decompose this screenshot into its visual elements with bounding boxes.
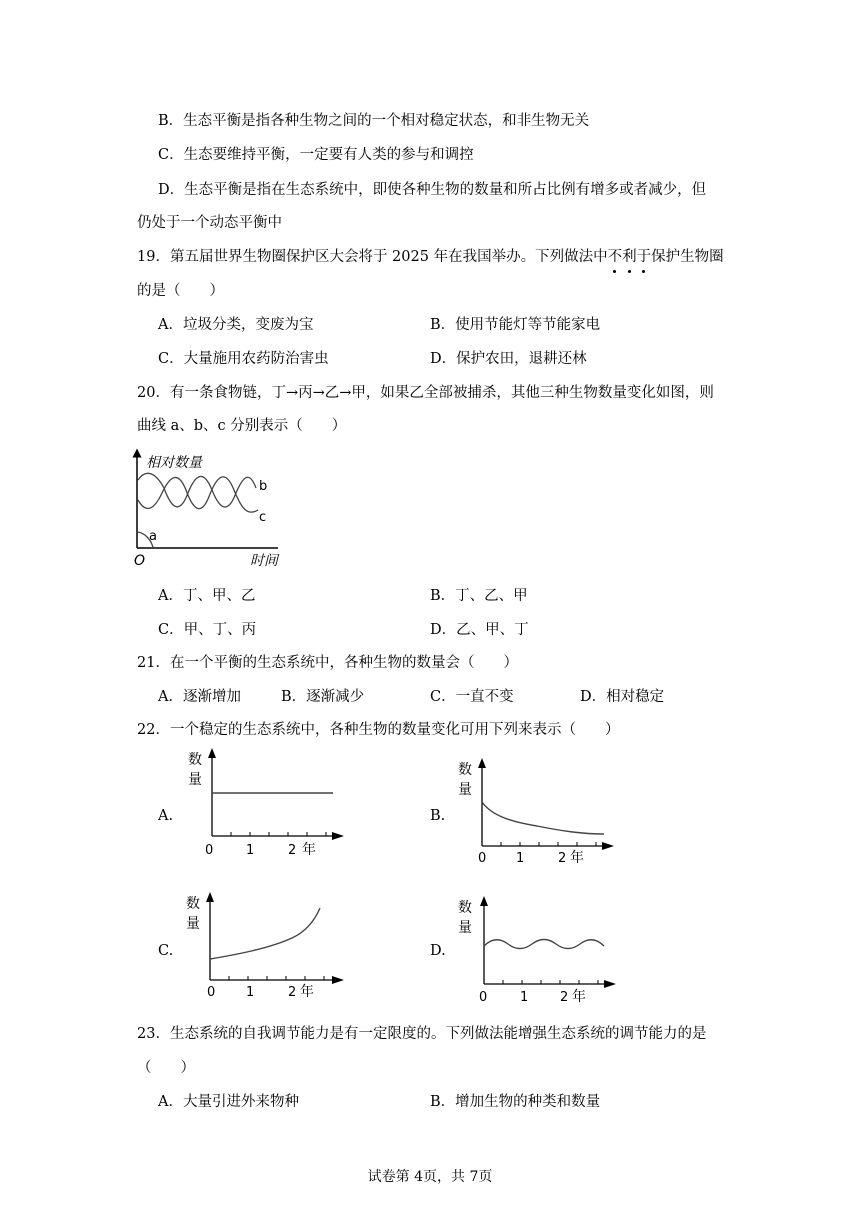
q19-option-a: A．垃圾分类，变废为宝 <box>158 317 314 333</box>
q20-origin: O <box>134 553 146 569</box>
q22-graph-c-xunit: 年 <box>300 984 314 1000</box>
q22-graph-c-tick: 0 <box>207 985 216 1000</box>
q23-option-b: B．增加生物的种类和数量 <box>430 1094 601 1110</box>
q19-stem-line-1 <box>137 247 724 267</box>
q22-graph-d-tick: 1 <box>520 990 529 1005</box>
q22-option-d-label: D. <box>430 943 446 959</box>
q22-graph-a-tick: 2 <box>288 843 297 858</box>
q22-graph-b-tick: 1 <box>516 851 525 866</box>
q22-graph-d-ylabel: 量 <box>458 920 472 936</box>
q21-stem: 21．在一个平衡的生态系统中，各种生物的数量会（ ） <box>137 655 518 671</box>
q22-graph-b-ylabel: 量 <box>458 782 472 798</box>
q20-option-b: B．丁、乙、甲 <box>430 588 528 604</box>
q22-graph-d <box>452 892 622 1007</box>
q20-xlabel: 时间 <box>250 553 278 569</box>
q22-graph-a-ylabel: 数 <box>188 752 202 768</box>
q22-graph-b-curve <box>482 802 604 834</box>
q22-option-c-label: C. <box>158 943 174 959</box>
q22-graph-c-tick: 2 <box>288 985 297 1000</box>
page-footer: 试卷第 4页，共 7页 <box>367 1169 493 1185</box>
q19-stem-pre: 19．第五届世界生物圈保护区大会将于 2025 年在我国举办。下列做法中 <box>137 249 608 265</box>
q20-stem-line-1: 20．有一条食物链，丁→丙→乙→甲，如果乙全部被捕杀，其他三种生物数量变化如图，则 <box>137 385 714 401</box>
q21-option-a: A．逐渐增加 <box>158 689 241 705</box>
q23-option-a: A．大量引进外来物种 <box>158 1094 299 1110</box>
q22-graph-a-tick: 0 <box>205 843 214 858</box>
q22-graph-d-curve <box>484 940 604 949</box>
q22-graph-b-tick: 2 <box>558 851 567 866</box>
q22-graph-a-xunit: 年 <box>302 842 316 858</box>
q20-population-graph <box>128 448 288 570</box>
q20-option-c: C．甲、丁、丙 <box>158 622 257 638</box>
q22-graph-c-curve <box>210 908 320 959</box>
q20-label-a: a <box>149 529 157 544</box>
q22-graph-a <box>180 744 350 859</box>
q22-graph-d-xunit: 年 <box>572 989 586 1005</box>
q22-graph-a-tick: 1 <box>246 843 255 858</box>
q21-option-c: C．一直不变 <box>430 689 514 705</box>
q22-graph-c-ylabel: 数 <box>186 896 200 912</box>
q18-option-c: C．生态要维持平衡，一定要有人类的参与和调控 <box>158 147 474 163</box>
q20-label-b: b <box>259 479 268 494</box>
q19-option-c: C．大量施用农药防治害虫 <box>158 351 329 367</box>
q18-option-b: B．生态平衡是指各种生物之间的一个相对稳定状态，和非生物无关 <box>158 113 590 129</box>
q22-option-b-label: B. <box>430 808 446 824</box>
q21-option-b: B．逐渐减少 <box>281 689 365 705</box>
q19-option-b: B．使用节能灯等节能家电 <box>430 317 601 333</box>
q22-graph-b-xunit: 年 <box>570 850 584 866</box>
q19-emphasis-char: 于 <box>636 249 652 265</box>
q22-graph-d-tick: 0 <box>479 990 488 1005</box>
q19-option-d: D．保护农田，退耕还林 <box>430 351 587 367</box>
q23-stem-line-1: 23．生态系统的自我调节能力是有一定限度的。下列做法能增强生态系统的调节能力的是 <box>137 1026 707 1042</box>
q18-option-d-continued: 仍处于一个动态平衡中 <box>137 215 282 231</box>
q20-option-d: D．乙、甲、丁 <box>430 622 529 638</box>
q23-stem-line-2: （ ） <box>137 1060 195 1076</box>
q22-graph-d-tick: 2 <box>560 990 569 1005</box>
q22-graph-b-tick: 0 <box>478 851 487 866</box>
q20-option-a: A．丁、甲、乙 <box>158 588 256 604</box>
q19-stem-line-2: 的是（ ） <box>137 283 224 299</box>
q19-stem-post: 保护生物圈 <box>651 249 724 265</box>
q22-graph-c-tick: 1 <box>246 985 255 1000</box>
q22-graph-d-ylabel: 数 <box>458 900 472 916</box>
q20-curve-c <box>138 477 258 512</box>
q21-option-d: D．相对稳定 <box>580 689 665 705</box>
q22-stem: 22．一个稳定的生态系统中，各种生物的数量变化可用下列来表示（ ） <box>137 722 620 738</box>
q22-graph-b-ylabel: 数 <box>458 762 472 778</box>
q22-graph-c-ylabel: 量 <box>186 916 200 932</box>
q18-option-d: D．生态平衡是指在生态系统中，即使各种生物的数量和所占比例有增多或者减少，但 <box>158 182 707 198</box>
q20-curve-b <box>138 473 256 507</box>
q22-graph-c <box>180 888 350 1003</box>
q19-emphasis-char: 不 <box>607 249 623 265</box>
q20-label-c: c <box>259 510 267 525</box>
q19-emphasis-char: 利 <box>622 249 637 265</box>
q22-graph-b <box>452 754 622 869</box>
q20-stem-line-2: 曲线 a、b、c 分别表示（ ） <box>137 418 347 434</box>
q20-ylabel: 相对数量 <box>146 455 202 471</box>
q22-graph-a-ylabel: 量 <box>188 772 202 788</box>
q22-option-a-label: A. <box>158 808 174 824</box>
